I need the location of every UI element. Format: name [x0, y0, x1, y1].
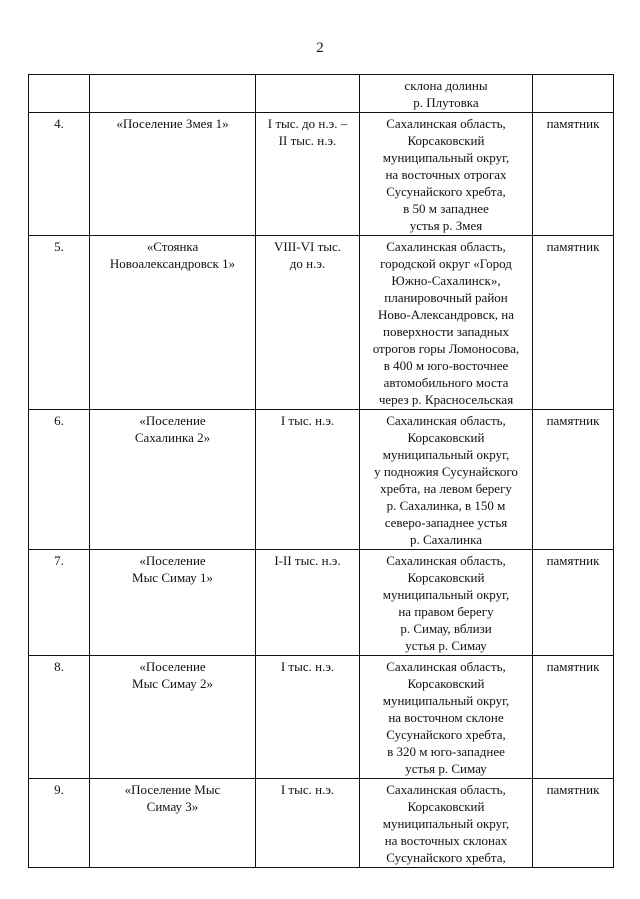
cell-date: [256, 779, 360, 868]
cell-location: [360, 779, 533, 868]
name-line: Сахалинка 2»: [134, 430, 211, 445]
location-line: хребта, на левом берегу: [380, 481, 512, 496]
location-line: устья р. Симау: [405, 761, 487, 776]
table-row: [29, 236, 614, 410]
cell-location: [360, 550, 533, 656]
location-line: Сусунайского хребта,: [386, 184, 506, 199]
location-line: у подножия Сусунайского: [374, 464, 518, 479]
location-line: муниципальный округ,: [382, 447, 510, 462]
location-line: муниципальный округ,: [382, 816, 510, 831]
location-line: муниципальный округ,: [382, 693, 510, 708]
cell-number: 5.: [29, 236, 90, 410]
cell-date: [256, 410, 360, 550]
table-row: [29, 656, 614, 779]
name-line: «Поселение: [139, 659, 206, 674]
cell-location: [360, 236, 533, 410]
cell-number: 7.: [29, 550, 90, 656]
cell-name: [90, 236, 256, 410]
location-line: планировочный район: [384, 290, 508, 305]
location-line: Южно-Сахалинск»,: [391, 273, 501, 288]
cell-date: [256, 113, 360, 236]
location-line: Корсаковский: [407, 430, 485, 445]
location-line: Корсаковский: [407, 133, 485, 148]
location-line: на восточных отрогах: [385, 167, 507, 182]
location-line: муниципальный округ,: [382, 587, 510, 602]
date-line: I-II тыс. н.э.: [274, 553, 341, 568]
date-line: II тыс. н.э.: [278, 133, 337, 148]
location-line: в 320 м юго-западнее: [387, 744, 505, 759]
location-line: Сахалинская область,: [386, 659, 506, 674]
cell-category: памятник: [533, 779, 614, 868]
cell-category: памятник: [533, 236, 614, 410]
cell-name: [90, 410, 256, 550]
cell-location: [360, 410, 533, 550]
location-line: на восточном склоне: [388, 710, 504, 725]
date-line: I тыс. н.э.: [280, 782, 335, 797]
location-line: Сахалинская область,: [386, 239, 506, 254]
name-line: «Поселение Мыс: [124, 782, 221, 797]
location-line: Корсаковский: [407, 676, 485, 691]
cell-location: [360, 113, 533, 236]
name-line: Симау 3»: [146, 799, 199, 814]
location-line: р. Плутовка: [413, 95, 479, 110]
cell-location: [360, 656, 533, 779]
location-line: Сусунайского хребта,: [386, 850, 506, 865]
date-line: I тыс. н.э.: [280, 413, 335, 428]
name-line: «Поселение: [139, 553, 206, 568]
date-line: до н.э.: [289, 256, 326, 271]
cell-date: [256, 236, 360, 410]
table-row: [29, 113, 614, 236]
location-line: поверхности западных: [383, 324, 509, 339]
name-line: «Поселение Змея 1»: [116, 116, 229, 131]
cell-name: [90, 75, 256, 113]
cell-number: 9.: [29, 779, 90, 868]
table-row: [29, 550, 614, 656]
location-line: Сахалинская область,: [386, 413, 506, 428]
location-line: Корсаковский: [407, 570, 485, 585]
cell-location: [360, 75, 533, 113]
location-line: р. Симау, вблизи: [400, 621, 492, 636]
location-line: в 50 м западнее: [403, 201, 489, 216]
name-line: Новоалександровск 1»: [109, 256, 236, 271]
location-line: склона долины: [404, 78, 488, 93]
table-row: [29, 779, 614, 868]
table-body: [29, 75, 614, 868]
table-row: [29, 410, 614, 550]
cell-category: памятник: [533, 550, 614, 656]
location-line: Сахалинская область,: [386, 116, 506, 131]
cell-date: [256, 656, 360, 779]
location-line: отрогов горы Ломоносова,: [372, 341, 520, 356]
cell-date: [256, 75, 360, 113]
cell-number: 6.: [29, 410, 90, 550]
monuments-table: [28, 74, 614, 868]
cell-name: [90, 550, 256, 656]
location-line: городской округ «Город: [380, 256, 512, 271]
location-line: в 400 м юго-восточнее: [383, 358, 509, 373]
location-line: северо-западнее устья: [384, 515, 508, 530]
name-line: Мыс Симау 1»: [132, 570, 213, 585]
table-row-continuation: [29, 75, 614, 113]
name-line: «Поселение: [139, 413, 206, 428]
name-line: Мыс Симау 2»: [132, 676, 213, 691]
location-line: Сахалинская область,: [386, 553, 506, 568]
date-line: VIII-VI тыс.: [273, 239, 342, 254]
location-line: Сахалинская область,: [386, 782, 506, 797]
cell-category: памятник: [533, 656, 614, 779]
date-line: I тыс. до н.э. –: [267, 116, 348, 131]
cell-number: 8.: [29, 656, 90, 779]
cell-name: [90, 656, 256, 779]
cell-name: [90, 113, 256, 236]
location-line: Сусунайского хребта,: [386, 727, 506, 742]
cell-number: [29, 75, 90, 113]
date-line: I тыс. н.э.: [280, 659, 335, 674]
location-line: Ново-Александровск, на: [377, 307, 515, 322]
location-line: через р. Красносельская: [378, 392, 514, 407]
location-line: устья р. Симау: [405, 638, 487, 653]
location-line: р. Сахалинка, в 150 м: [386, 498, 506, 513]
location-line: на правом берегу: [398, 604, 494, 619]
cell-category: памятник: [533, 410, 614, 550]
location-line: Корсаковский: [407, 799, 485, 814]
cell-category: памятник: [533, 113, 614, 236]
cell-category: [533, 75, 614, 113]
location-line: устья р. Змея: [409, 218, 483, 233]
cell-number: 4.: [29, 113, 90, 236]
name-line: «Стоянка: [146, 239, 199, 254]
page-number: 2: [316, 40, 324, 56]
location-line: р. Сахалинка: [410, 532, 482, 547]
location-line: автомобильного моста: [383, 375, 509, 390]
location-line: муниципальный округ,: [382, 150, 510, 165]
cell-name: [90, 779, 256, 868]
cell-date: [256, 550, 360, 656]
location-line: на восточных склонах: [384, 833, 508, 848]
